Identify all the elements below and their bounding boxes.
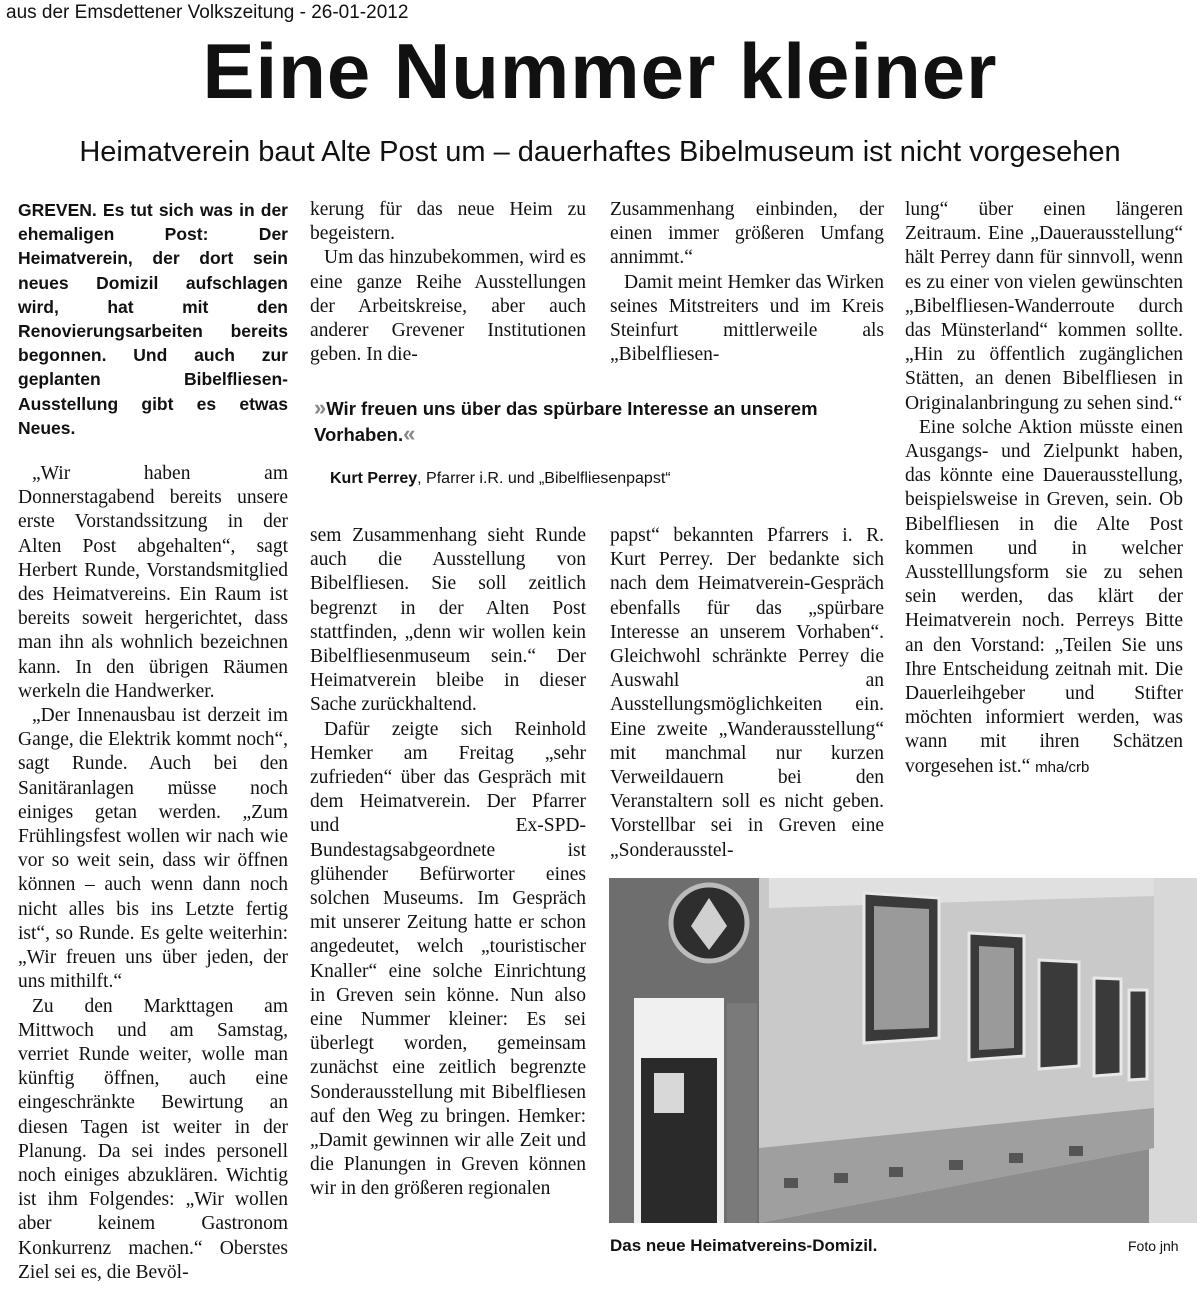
- paragraph-text: Eine solche Aktion müsste einen Ausgangs- und Zielpunkt haben, das könnte eine Dauerausstellung, beispielsweise in Greven, sein. Ob Bibelfliesen in die Alte Post kommen und in welcher Ausstelllungsform sie zu sehen sein werden, das klärt der Heimatverein noch. Perreys Bitte an den Vorstand: „Teilen Sie uns Ihre Entscheidung zeitnah mit. Die Dauerleihgeber und Stifter möchten informiert werden, was wann mit ihren Schätzen vorgesehen ist.“: [905, 416, 1183, 777]
- column-3-bottom: [610, 524, 884, 863]
- paragraph: lung“ über einen längeren Zeitraum. Eine „Dauerausstellung“ hält Perrey dann für sinnvoll, wenn es zu einer von vielen gewünschten „Bibelfliesen-Wanderroute durch das Münsterland“ kommen sollte. „Hin zu öffentlich zugänglichen Stätten, an denen Bibelfliesen in Originalanbringung zu sehen sind.“: [905, 199, 1183, 414]
- paragraph: Zu den Markttagen am Mittwoch und am Samstag, verriet Runde weiter, wolle man künftig öffnen, auch eine eingeschränkte Bewirtung an diesen Tagen ist weiter in der Planung. Da sei indes personell noch einiges abzuklären. Wichtig ist ihm Folgendes: „Wir wollen aber keinem Gastronom Konkurrenz machen.“ Oberstes Ziel sei es, die Bevöl-: [18, 995, 288, 1283]
- quote-author-role: , Pfarrer i.R. und „Bibelfliesenpapst“: [417, 470, 671, 487]
- paragraph: sem Zusammenhang sieht Runde auch die Ausstellung von Bibelfliesen. Sie soll zeitlich begrenzt in der Alten Post stattfinden, „denn wir wollen kein Bibelfliesenmuseum sein.“ Der Heimatverein bleibe in dieser Sache zurückhaltend.: [310, 525, 586, 716]
- photo-credit: Foto jnh: [1128, 1238, 1179, 1254]
- pull-quote: [314, 395, 886, 447]
- column-1: [18, 198, 288, 1285]
- column-3-top: [610, 198, 884, 367]
- building-photo: [609, 878, 1197, 1223]
- paragraph: Damit meint Hemker das Wirken seines Mitstreiters und im Kreis Steinfurt mittlerweile als „Bibelfliesen-: [610, 271, 884, 366]
- headline: Eine Nummer kleiner: [202, 27, 998, 115]
- column-2-top: [310, 198, 586, 367]
- column-4: [905, 198, 1183, 780]
- dateline: GREVEN.: [18, 200, 97, 220]
- column-2-bottom: [310, 524, 586, 1202]
- quote-text: Wir freuen uns über das spürbare Interesse an unserem Vorhaben.: [314, 398, 818, 445]
- photo-caption: Das neue Heimatvereins-Domizil.: [610, 1236, 878, 1255]
- paragraph: „Wir haben am Donnerstagabend bereits unsere erste Vorstandssitzung in der Alten Post abgehalten“, sagt Herbert Runde, Vorstandsmitglied des Heimatvereins. Ein Raum ist bereits soweit hergerichtet, dass man ihn als wohnlich bezeichnen kann. In den übrigen Räumen werkeln die Handwerker.: [18, 463, 288, 702]
- subheadline: Heimatverein baut Alte Post um – dauerhaftes Bibelmuseum ist nicht vorgesehen: [79, 136, 1121, 168]
- paragraph: Zusammenhang einbinden, der einen immer größeren Umfang annimmt.“: [610, 199, 884, 269]
- source-line: aus der Emsdettener Volkszeitung - 26-01-2012: [6, 2, 409, 23]
- author-signature: mha/crb: [1035, 758, 1090, 776]
- paragraph: [905, 416, 1183, 780]
- paragraph: papst“ bekannten Pfarrers i. R. Kurt Perrey. Der bedankte sich nach dem Heimatverein-Gespräch ebenfalls für das „spürbare Interesse an unserem Vorhaben“. Gleichwohl schränkte Perrey die Auswahl an Ausstellungsmöglichkeiten ein. Eine zweite „Wanderausstellung“ mit manchmal nur kurzen Verweildauern bei den Veranstaltern soll es nicht geben. Vorstellbar sei in Greven eine „Sonderausstel-: [610, 525, 884, 861]
- quote-close-mark: «: [403, 421, 416, 446]
- quote-open-mark: »: [314, 395, 327, 420]
- paragraph: „Der Innenausbau ist derzeit im Gange, die Elektrik kommt noch“, sagt Runde. Auch bei den Sanitäranlagen müsse noch einiges getan werden. „Zum Frühlingsfest wollen wir nach wie vor so weit sein, dass wir öffnen können – auch wenn dann noch nicht alles bis ins Letzte fertig ist“, so Runde. Es gelte weiterhin: „Wir freuen uns über jeden, der uns mithilft.“: [18, 705, 288, 993]
- building-illustration: [609, 878, 1197, 1223]
- paragraph: Dafür zeigte sich Reinhold Hemker am Freitag „sehr zufrieden“ über das Gespräch mit dem Heimatverein. Der Pfarrer und Ex-SPD-Bundestagsabgeordnete ist glühender Befürworter eines solchen Museums. Im Gespräch mit unserer Zeitung hatte er schon angedeutet, welch „touristischer Knaller“ eine solche Einrichtung in Greven sein könne. Nun also eine Nummer kleiner: Es sei überlegt worden, gemeinsam zunächst eine zeitlich begrenzte Sonderausstellung mit Bibelfliesen auf den Weg zu bringen. Hemker: „Damit gewinnen wir alle Zeit und die Planungen in Greven können wir in den größeren regionalen: [310, 718, 586, 1200]
- intro-text: Es tut sich was in der ehemaligen Post: Der Heimatverein, der dort sein neues Domizil aufschlagen wird, hat mit den Renovierungsarbeiten bereits begonnen. Und auch zur geplanten Bibelfliesen-Ausstellung gibt es etwas Neues.: [18, 200, 288, 438]
- quote-attribution: [330, 468, 890, 490]
- paragraph: Um das hinzubekommen, wird es eine ganze Reihe Ausstellungen der Arbeitskreise, aber auch anderer Grevener Institutionen geben. In die-: [310, 247, 586, 366]
- quote-author: Kurt Perrey: [330, 470, 418, 487]
- intro-paragraph: [18, 198, 288, 440]
- paragraph: kerung für das neue Heim zu begeistern.: [310, 199, 586, 245]
